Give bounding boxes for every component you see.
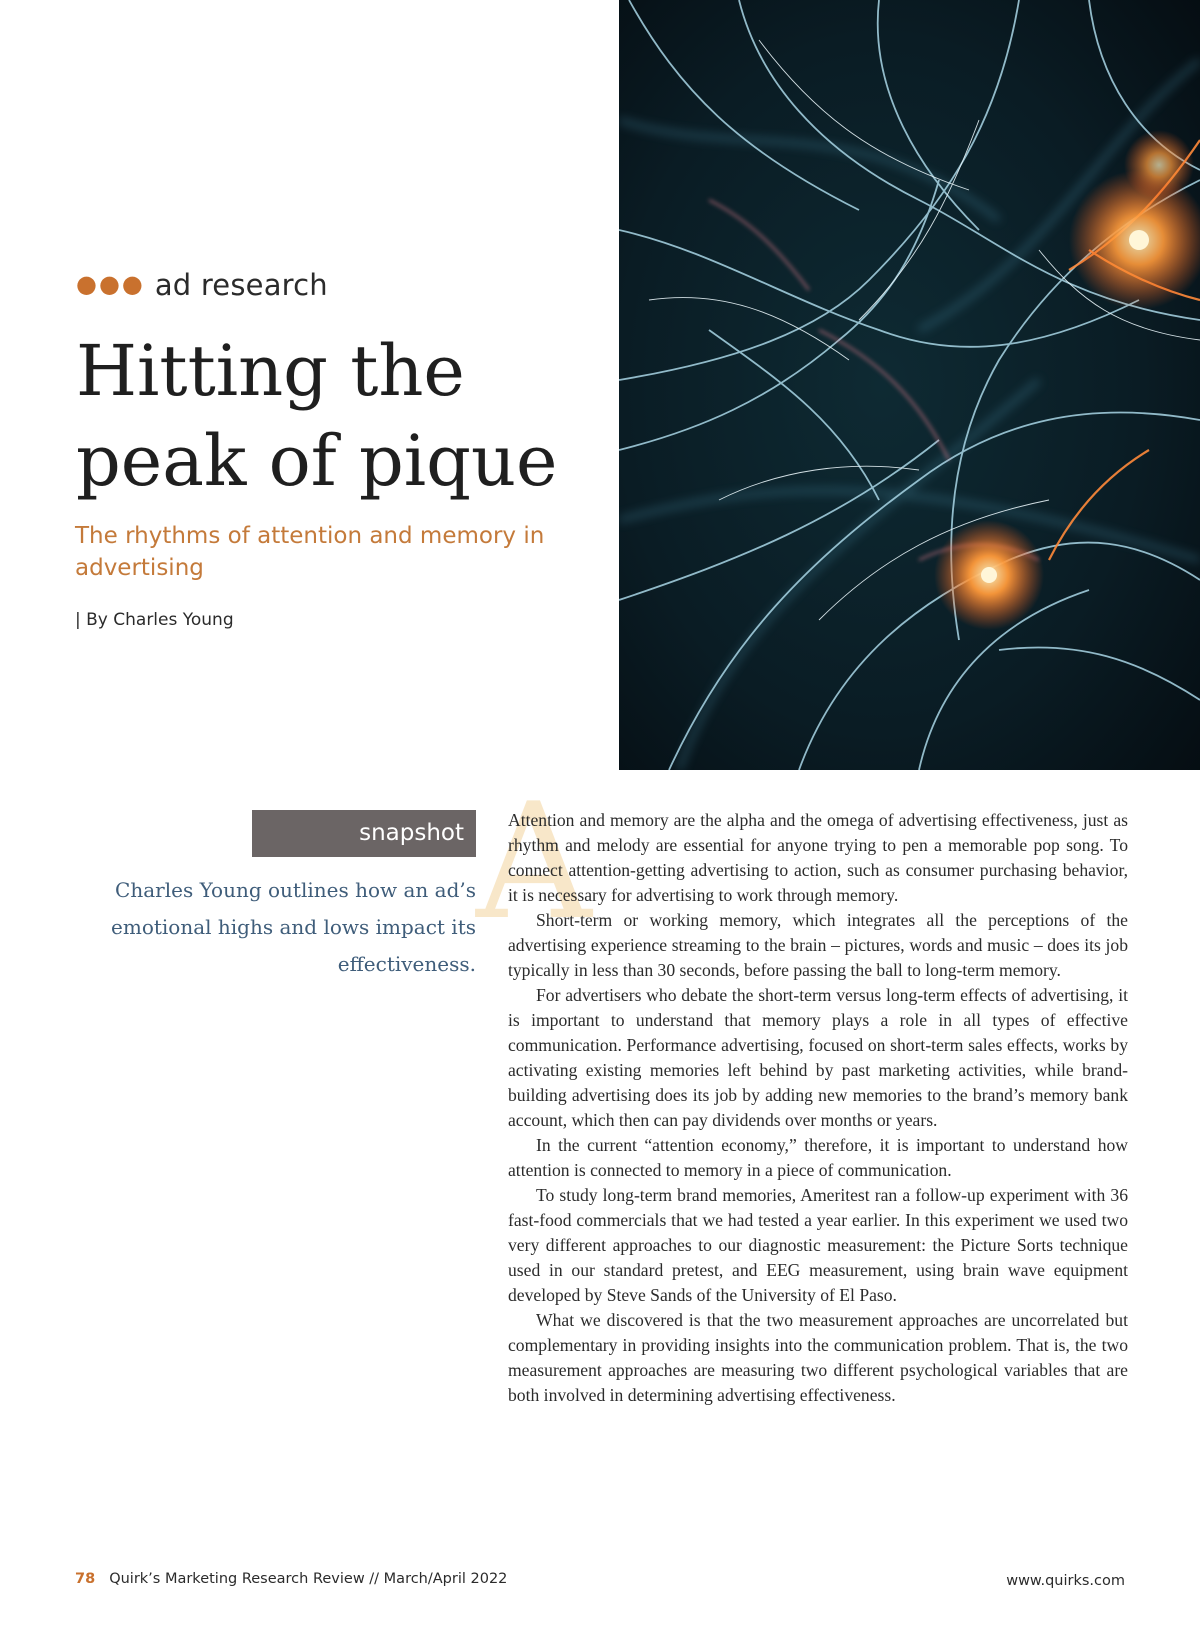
footer-website: www.quirks.com xyxy=(1006,1573,1125,1589)
body-paragraph: To study long-term brand memories, Ameritest ran a follow-up experiment with 36 fast-food commercials that we had tested a year earlier. In this experiment we used two very different approaches to our diagnostic measurement: the Picture Sorts technique used in our standard pretest, and EEG measurement, using brain wave equipment developed by Steve Sands of the University of El Paso. xyxy=(508,1185,1128,1305)
article-title xyxy=(76,326,596,506)
bullet-dots-icon: ●●● xyxy=(76,270,145,298)
body-paragraph: What we discovered is that the two measurement approaches are uncorrelated but complementary in providing insights into the communication problem. That is, the two measurement approaches are measuring two different psychological variables that are both involved in determining advertising effectiveness. xyxy=(508,1310,1128,1405)
body-paragraph: For advertisers who debate the short-term versus long-term effects of advertising, it is important to understand that memory plays a role in all types of effective communication. Performance advertising, focused on short-term sales effects, works by activating existing memories left behind by past marketing activities, while brand-building advertising does its job by adding new memories to the brand’s memory bank account, which then can pay dividends over months or years. xyxy=(508,985,1128,1130)
article-title-line1: Hitting the xyxy=(76,330,465,412)
section-label-text: ad research xyxy=(154,268,328,302)
body-paragraph: In the current “attention economy,” therefore, it is important to understand how attention is connected to memory in a piece of communication. xyxy=(508,1135,1128,1180)
byline: | By Charles Young xyxy=(75,610,234,630)
drop-cap: A xyxy=(476,768,592,955)
body-paragraph: Short-term or working memory, which integrates all the perceptions of the advertising experience streaming to the brain – pictures, words and music – does its job typically in less than 30 seconds, before passing the ball to long-term memory. xyxy=(508,910,1128,980)
snapshot-heading: snapshot xyxy=(252,810,476,857)
section-label xyxy=(76,268,328,302)
hero-image-neurons xyxy=(619,0,1200,770)
article-body xyxy=(508,808,1128,1408)
snapshot-summary: Charles Young outlines how an ad’s emotional highs and lows impact its effectiveness. xyxy=(111,878,476,976)
article-title-line2: peak of pique xyxy=(76,420,558,502)
page-number: 78 xyxy=(75,1571,96,1587)
publication-name: Quirk’s Marketing Research Review // March/April 2022 xyxy=(109,1571,508,1587)
body-paragraph: Attention and memory are the alpha and the omega of advertising effectiveness, just as rhythm and melody are essential for anyone trying to pen a memorable pop song. To connect attention-getting advertising to action, such as consumer purchasing behavior, it is necessary for advertising to work through memory. xyxy=(508,810,1128,905)
footer-publication xyxy=(75,1571,507,1587)
article-subtitle: The rhythms of attention and memory in advertising xyxy=(75,523,545,581)
